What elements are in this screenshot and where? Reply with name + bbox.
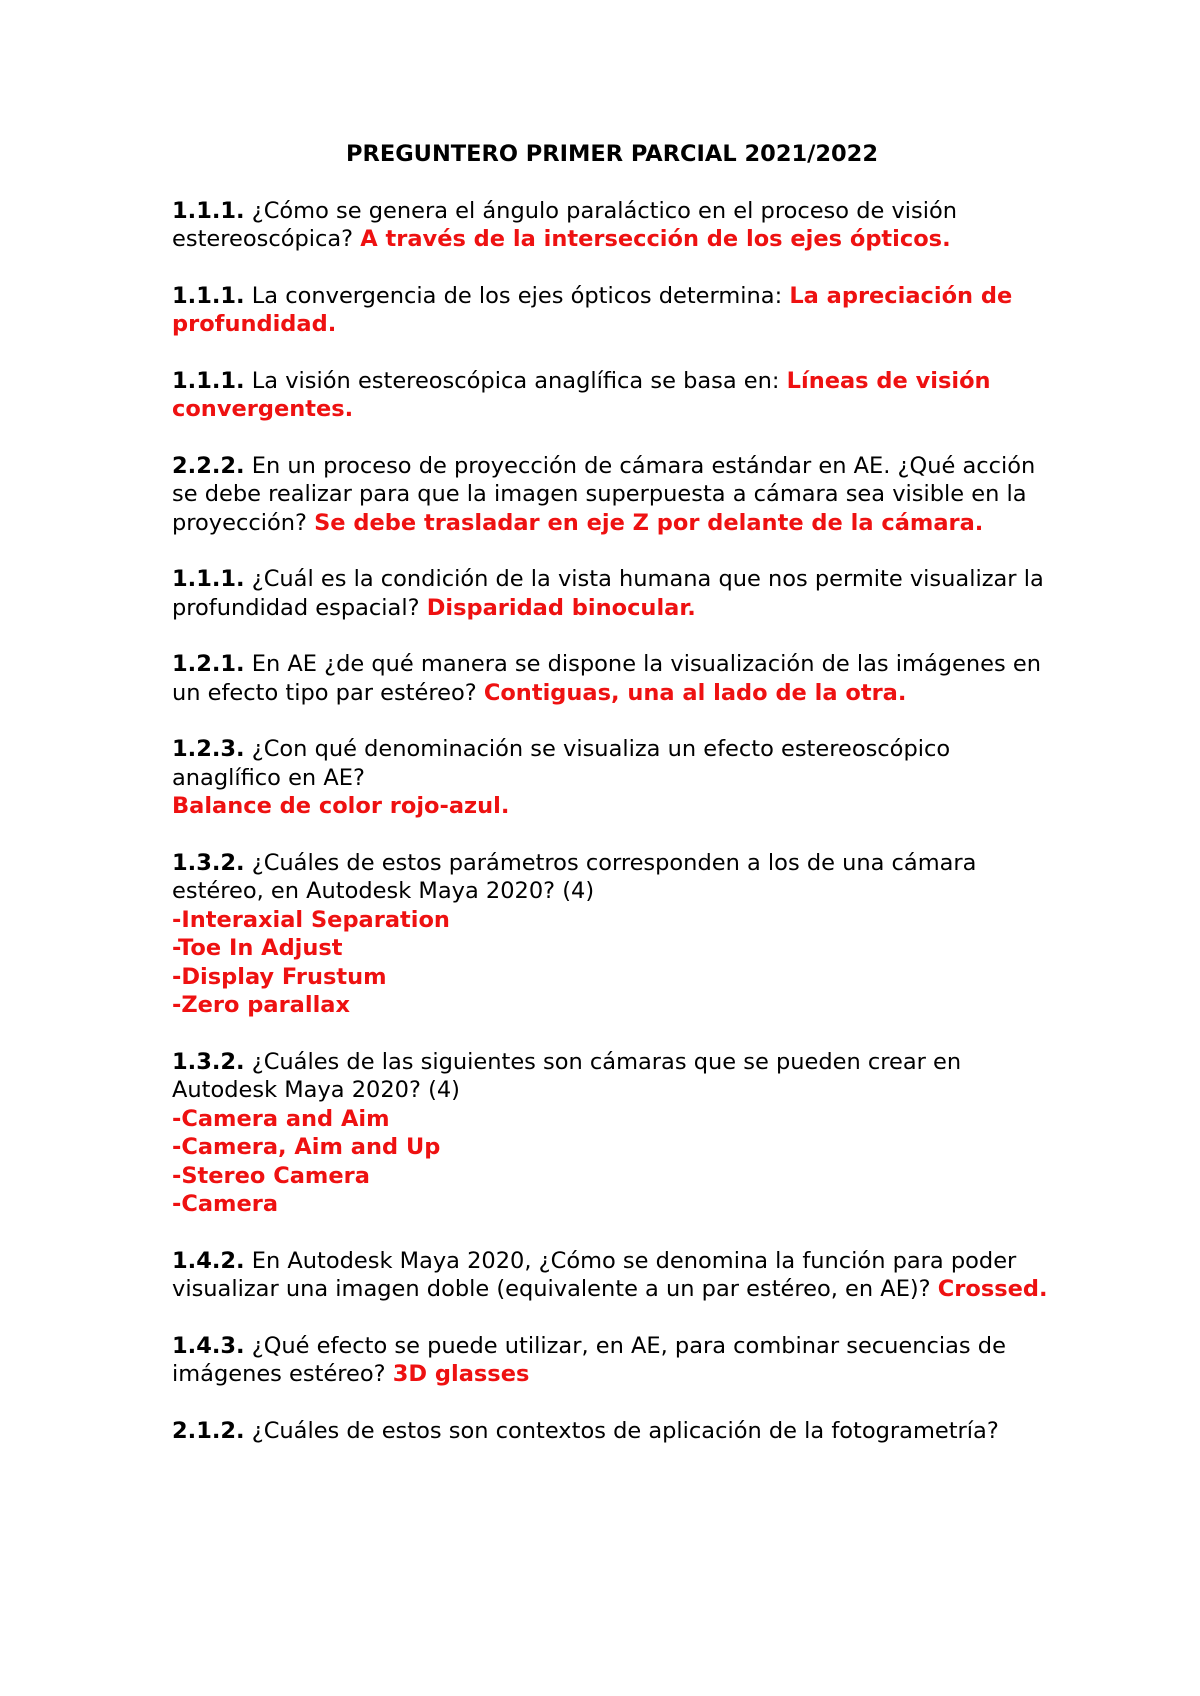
question-number: 1.1.1. (172, 566, 245, 592)
question-number: 1.2.1. (172, 651, 245, 677)
answer-option: -Camera (172, 1191, 279, 1217)
question-answer: La apreciación de profundidad. (172, 282, 1013, 337)
question-answer: Crossed. (937, 1276, 1048, 1302)
question-item (172, 197, 1052, 254)
question-answer: 3D glasses (392, 1361, 530, 1387)
question-number: 1.4.3. (172, 1332, 245, 1359)
question-item (172, 1247, 1052, 1304)
question-answer: Se debe trasladar en eje Z por delante de la cámara. (314, 509, 984, 536)
question-text: ¿Con qué denominación se visualiza un efecto estereoscópico anaglífico en AE? (172, 736, 951, 791)
question-item (172, 1417, 1052, 1446)
document-title: PREGUNTERO PRIMER PARCIAL 2021/2022 (346, 141, 878, 167)
question-number: 2.2.2. (172, 452, 245, 479)
question-text: ¿Cuál es la condición de la vista humana que nos permite visualizar la profundidad espacial? (172, 566, 1044, 621)
question-answer: Contiguas, una al lado de la otra. (483, 679, 907, 706)
question-item (172, 650, 1052, 707)
question-text: En un proceso de proyección de cámara estándar en AE. ¿Qué acción se debe realizar para que la imagen superpuesta a cámara sea visible en la proyección? (172, 452, 1036, 536)
question-text: La visión estereoscópica anaglífica se basa en: (244, 367, 787, 394)
document-page (172, 140, 1052, 1473)
question-item (172, 1048, 1052, 1219)
question-text: La convergencia de los ejes ópticos determina: (244, 282, 790, 309)
question-item (172, 735, 1052, 821)
answer-option: -Camera, Aim and Up (172, 1134, 441, 1160)
question-number: 1.1.1. (172, 367, 245, 394)
question-number: 1.2.3. (172, 736, 245, 762)
question-number: 2.1.2. (172, 1417, 245, 1444)
question-item (172, 282, 1052, 339)
question-item (172, 849, 1052, 1020)
question-item (172, 565, 1052, 622)
question-text: En Autodesk Maya 2020, ¿Cómo se denomina la función para poder visualizar una imagen doble (equivalente a un par estéreo, en AE)? (172, 1247, 1017, 1302)
question-text: ¿Cómo se genera el ángulo paraláctico en el proceso de visión estereoscópica? (172, 197, 958, 252)
question-number: 1.1.1. (172, 197, 245, 224)
answer-option: -Stereo Camera (172, 1162, 370, 1189)
answer-option: -Interaxial Separation (172, 906, 450, 933)
question-answer: A través de la intersección de los ejes ópticos. (360, 226, 951, 252)
question-number: 1.3.2. (172, 849, 245, 876)
question-number: 1.1.1. (172, 282, 245, 309)
question-number: 1.3.2. (172, 1048, 245, 1075)
question-item (172, 367, 1052, 424)
answer-option: -Camera and Aim (172, 1105, 390, 1132)
question-number: 1.4.2. (172, 1247, 245, 1274)
answer-option: -Display Frustum (172, 963, 387, 990)
answer-option: -Zero parallax (172, 992, 350, 1018)
question-text: ¿Qué efecto se puede utilizar, en AE, para combinar secuencias de imágenes estéreo? (172, 1332, 1006, 1387)
question-answer: Líneas de visión convergentes. (172, 367, 991, 422)
answer-option: -Toe In Adjust (172, 935, 343, 961)
question-answer: Balance de color rojo-azul. (172, 793, 510, 819)
question-text: ¿Cuáles de estos parámetros corresponden a los de una cámara estéreo, en Autodesk Maya 2020? (4) (172, 849, 977, 904)
question-text: ¿Cuáles de estos son contextos de aplicación de la fotogrametría? (244, 1417, 999, 1444)
question-text: ¿Cuáles de las siguientes son cámaras que se pueden crear en Autodesk Maya 2020? (4) (172, 1048, 962, 1103)
question-text: En AE ¿de qué manera se dispone la visualización de las imágenes en un efecto tipo par estéreo? (172, 651, 1041, 706)
question-answer: Disparidad binocular. (426, 594, 696, 621)
question-item (172, 1332, 1052, 1389)
question-item (172, 452, 1052, 538)
